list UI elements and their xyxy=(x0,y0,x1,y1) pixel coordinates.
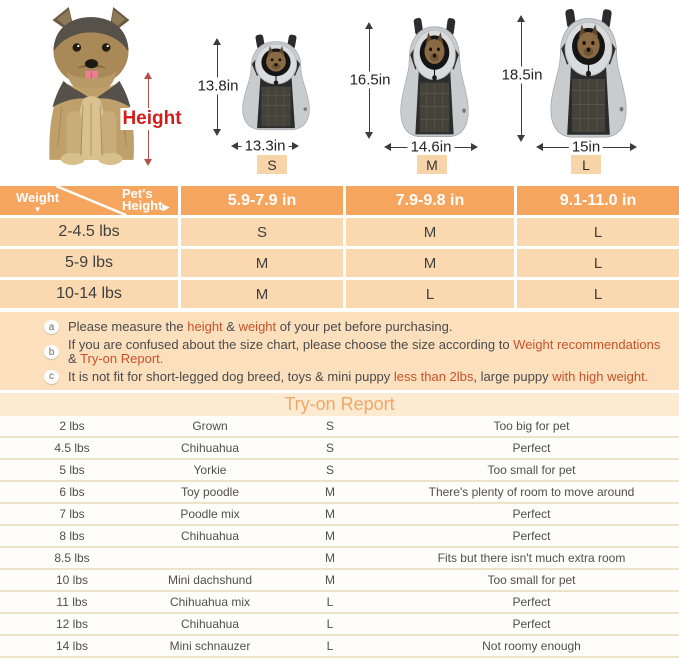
note-row xyxy=(44,320,665,335)
note-segment: & xyxy=(68,351,81,366)
tryon-breed-cell: Chihuahua xyxy=(180,529,240,543)
recommended-size-cell: S xyxy=(181,218,343,246)
tryon-weight-cell: 8.5 lbs xyxy=(54,551,90,565)
recommended-size-cell: M xyxy=(346,249,514,277)
note-text xyxy=(68,338,660,367)
tryon-comment-cell: Not roomy enough xyxy=(482,639,581,653)
backpack-m-width-value: 14.6in xyxy=(408,139,455,156)
backpack-size-m-image xyxy=(391,16,478,143)
tryon-breed-cell: Poodle mix xyxy=(180,507,240,521)
tryon-weight-cell: 7 lbs xyxy=(59,507,85,521)
tryon-row xyxy=(0,416,679,438)
tryon-row xyxy=(0,592,679,614)
tryon-breed-cell: Chihuahua mix xyxy=(169,595,251,609)
tryon-comment-cell: Perfect xyxy=(512,441,551,455)
tryon-size-cell: M xyxy=(325,507,335,521)
weight-range-cell: 10-14 lbs xyxy=(0,280,178,308)
tryon-size-cell: M xyxy=(325,551,335,565)
height-column-header-2: 7.9-9.8 in xyxy=(346,186,514,215)
tryon-comment-cell: Perfect xyxy=(512,507,551,521)
weight-range-cell: 5-9 lbs xyxy=(0,249,178,277)
recommended-size-cell: L xyxy=(517,280,679,308)
tryon-comment-cell: Fits but there isn't much extra room xyxy=(437,551,626,565)
tryon-comment-cell: Too small for pet xyxy=(487,463,576,477)
tryon-size-cell: L xyxy=(326,639,334,653)
height-axis-text: Height xyxy=(122,198,163,213)
tryon-size-cell: M xyxy=(325,485,335,499)
tryon-row xyxy=(0,548,679,570)
height-column-header-3: 9.1-11.0 in xyxy=(517,186,679,215)
tryon-row xyxy=(0,526,679,548)
tryon-weight-cell: 10 lbs xyxy=(55,573,89,587)
tryon-size-cell: S xyxy=(325,419,334,433)
backpack-m-size-chip: M xyxy=(417,155,447,174)
note-row xyxy=(44,338,665,367)
backpack-size-s-image xyxy=(233,33,319,135)
note-text xyxy=(68,370,648,385)
tryon-breed-cell: Mini dachshund xyxy=(167,573,253,587)
height-column-header-1: 5.9-7.9 in xyxy=(181,186,343,215)
tryon-report-title: Try-on Report xyxy=(284,394,395,414)
note-badge: c xyxy=(44,370,59,384)
tryon-size-cell: L xyxy=(326,595,334,609)
recommended-size-cell: L xyxy=(517,218,679,246)
tryon-size-cell: M xyxy=(325,529,335,543)
hero-section xyxy=(0,0,679,186)
tryon-comment-cell: Perfect xyxy=(512,595,551,609)
note-row xyxy=(44,370,665,385)
backpack-s-size-chip: S xyxy=(257,155,287,174)
tryon-breed-cell: Yorkie xyxy=(193,463,227,477)
backpack-l-width-value: 15in xyxy=(569,139,603,156)
tryon-row xyxy=(0,460,679,482)
tryon-size-cell: L xyxy=(326,617,334,631)
tryon-row xyxy=(0,614,679,636)
recommended-size-cell: M xyxy=(181,249,343,277)
tryon-breed-cell: Chihuahua xyxy=(180,441,240,455)
recommended-size-cell: L xyxy=(346,280,514,308)
recommended-size-cell: L xyxy=(517,249,679,277)
dog-height-label: Height xyxy=(122,108,182,129)
tryon-comment-cell: There's plenty of room to move around xyxy=(428,485,635,499)
tryon-size-cell: S xyxy=(325,441,334,455)
note-highlight: height xyxy=(187,319,223,334)
tryon-weight-cell: 12 lbs xyxy=(55,617,89,631)
note-highlight: Try-on Report. xyxy=(80,351,164,366)
tryon-breed-cell xyxy=(144,548,276,568)
tryon-row xyxy=(0,438,679,460)
tryon-breed-cell: Mini schnauzer xyxy=(169,639,251,653)
note-segment: Please measure the xyxy=(68,319,188,334)
note-highlight: weight xyxy=(238,319,277,334)
down-arrow-icon: ▼ xyxy=(33,205,42,214)
tryon-comment-cell: Perfect xyxy=(512,617,551,631)
note-badge: a xyxy=(44,320,59,334)
tryon-weight-cell: 2 lbs xyxy=(59,419,85,433)
recommended-size-cell: M xyxy=(346,218,514,246)
tryon-weight-cell: 5 lbs xyxy=(59,463,85,477)
weight-axis-text: Weight xyxy=(16,190,60,205)
size-table-corner-cell xyxy=(0,186,178,215)
tryon-row xyxy=(0,482,679,504)
tryon-size-cell: M xyxy=(325,573,335,587)
note-highlight: Weight recommendations xyxy=(513,336,661,352)
right-arrow-icon: ▶ xyxy=(162,202,170,212)
backpack-m-height-value: 16.5in xyxy=(347,72,394,89)
recommended-size-cell: M xyxy=(181,280,343,308)
pets-height-axis-label xyxy=(122,188,169,213)
note-badge: b xyxy=(44,345,59,359)
tryon-report-table xyxy=(0,416,679,658)
pets-axis-text: Pet's xyxy=(122,186,153,201)
purchase-notes-panel xyxy=(0,312,679,390)
note-segment: If you are confused about the size chart, please choose the size according to xyxy=(68,336,514,352)
backpack-s-height-value: 13.8in xyxy=(195,78,242,95)
note-highlight: with high weight. xyxy=(552,368,649,384)
tryon-report-header xyxy=(0,393,679,416)
tryon-size-cell: S xyxy=(325,463,334,477)
backpack-l-size-chip: L xyxy=(571,155,601,174)
tryon-breed-cell: Toy poodle xyxy=(180,485,240,499)
weight-range-cell: 2-4.5 lbs xyxy=(0,218,178,246)
backpack-l-height-value: 18.5in xyxy=(499,67,546,84)
tryon-weight-cell: 6 lbs xyxy=(59,485,85,499)
tryon-breed-cell: Chihuahua xyxy=(180,617,240,631)
backpack-s-width-value: 13.3in xyxy=(242,138,289,155)
tryon-weight-cell: 14 lbs xyxy=(55,639,89,653)
tryon-weight-cell: 8 lbs xyxy=(59,529,85,543)
note-highlight: less than 2lbs xyxy=(393,368,474,384)
note-segment: & xyxy=(222,319,239,334)
weight-axis-label xyxy=(16,190,59,214)
note-segment: of your pet before purchasing. xyxy=(276,319,453,334)
tryon-weight-cell: 4.5 lbs xyxy=(54,441,90,455)
note-text xyxy=(68,320,452,335)
note-segment: It is not fit for short-legged dog breed, toys & mini puppy xyxy=(68,368,394,384)
tryon-weight-cell: 11 lbs xyxy=(56,595,88,609)
tryon-comment-cell: Perfect xyxy=(512,529,551,543)
size-recommendation-table xyxy=(0,186,679,308)
bottom-padding xyxy=(0,658,679,661)
tryon-row xyxy=(0,570,679,592)
tryon-comment-cell: Too big for pet xyxy=(493,419,570,433)
tryon-comment-cell: Too small for pet xyxy=(487,573,576,587)
tryon-row xyxy=(0,504,679,526)
backpack-size-l-image xyxy=(540,7,637,144)
note-segment: , large puppy xyxy=(473,368,553,384)
tryon-row xyxy=(0,636,679,658)
tryon-breed-cell: Grown xyxy=(192,419,228,433)
